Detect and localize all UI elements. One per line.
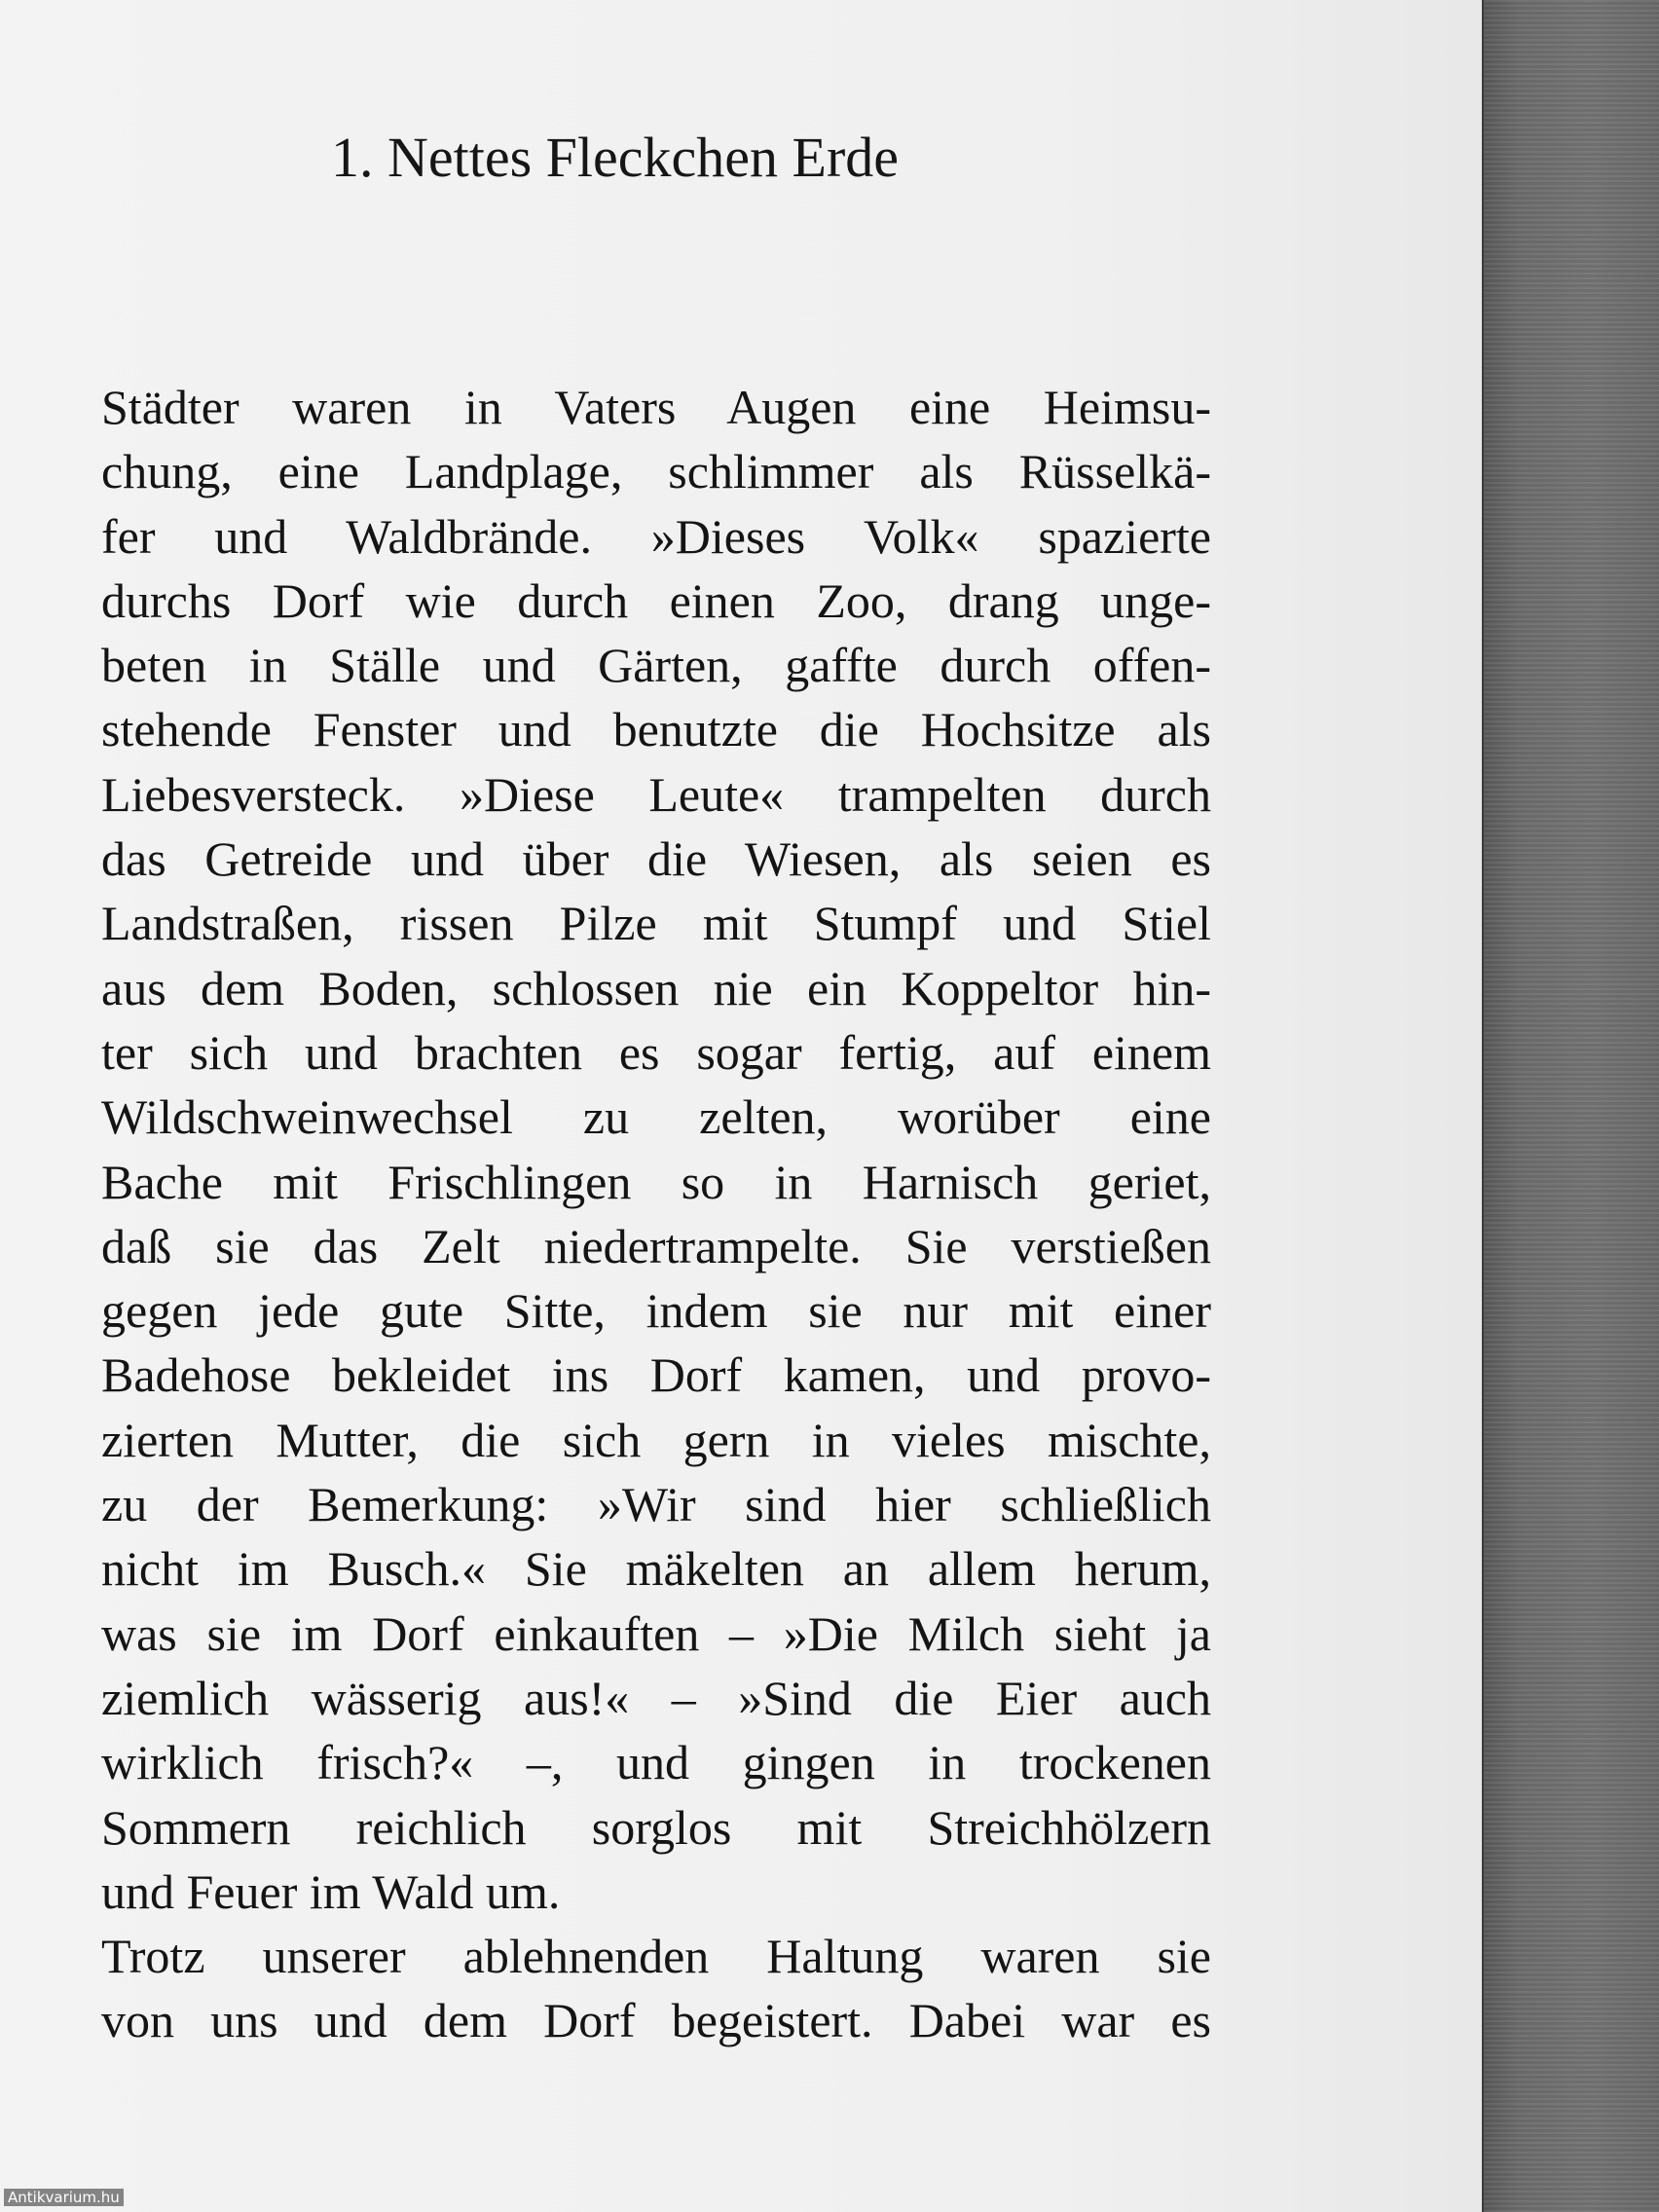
text-line: gegen jede gute Sitte, indem sie nur mit einer [101, 1283, 1211, 1339]
text-line: ziemlich wässerig aus!« – »Sind die Eier auch [101, 1670, 1211, 1725]
text-line: durchs Dorf wie durch einen Zoo, drang unge- [101, 572, 1211, 628]
text-line: Badehose bekleidet ins Dorf kamen, und provo- [101, 1347, 1211, 1403]
text-line: Städter waren in Vaters Augen eine Heimsu- [101, 380, 1211, 434]
page-edge-shadow [1482, 0, 1659, 2212]
text-line: zierten Mutter, die sich gern in vieles mischte, [101, 1412, 1211, 1467]
text-line: das Getreide und über die Wiesen, als seien es [101, 831, 1211, 887]
text-line: Liebesversteck. »Diese Leute« trampelten durch [101, 766, 1211, 822]
text-line: nicht im Busch.« Sie mäkelten an allem herum, [101, 1541, 1211, 1597]
chapter-title: 1. Nettes Fleckchen Erde [331, 126, 900, 189]
text-line: was sie im Dorf einkauften – »Die Milch sieht ja [101, 1605, 1211, 1661]
text-line: Wildschweinwechsel zu zelten, worüber eine [101, 1089, 1211, 1145]
text-line: ter sich und brachten es sogar fertig, auf einem [101, 1024, 1211, 1080]
text-line: Bache mit Frischlingen so in Harnisch geriet, [101, 1154, 1211, 1209]
body-text [101, 375, 1211, 2053]
text-line: aus dem Boden, schlossen nie ein Koppeltor hin- [101, 960, 1211, 1015]
watermark-label: Antikvarium.hu [4, 2189, 124, 2206]
text-line: fer und Waldbrände. »Dieses Volk« spazierte [101, 508, 1211, 564]
text-line: von uns und dem Dorf begeistert. Dabei war es [101, 1993, 1211, 2048]
text-line: und Feuer im Wald um. [101, 1863, 561, 1919]
text-line: wirklich frisch?« –, und gingen in trockenen [101, 1735, 1211, 1790]
text-line: stehende Fenster und benutzte die Hochsitze als [101, 702, 1211, 757]
text-line: Landstraßen, rissen Pilze mit Stumpf und Stiel [101, 896, 1211, 951]
text-line: zu der Bemerkung: »Wir sind hier schließlich [101, 1477, 1211, 1532]
text-line: beten in Ställe und Gärten, gaffte durch offen- [101, 638, 1211, 693]
text-line: chung, eine Landplage, schlimmer als Rüsselkä- [101, 444, 1211, 499]
text-line: Sommern reichlich sorglos mit Streichhölzern [101, 1799, 1211, 1855]
text-line: Trotz unserer ablehnenden Haltung waren sie [101, 1929, 1211, 1984]
text-line: daß sie das Zelt niedertrampelte. Sie verstießen [101, 1218, 1211, 1273]
